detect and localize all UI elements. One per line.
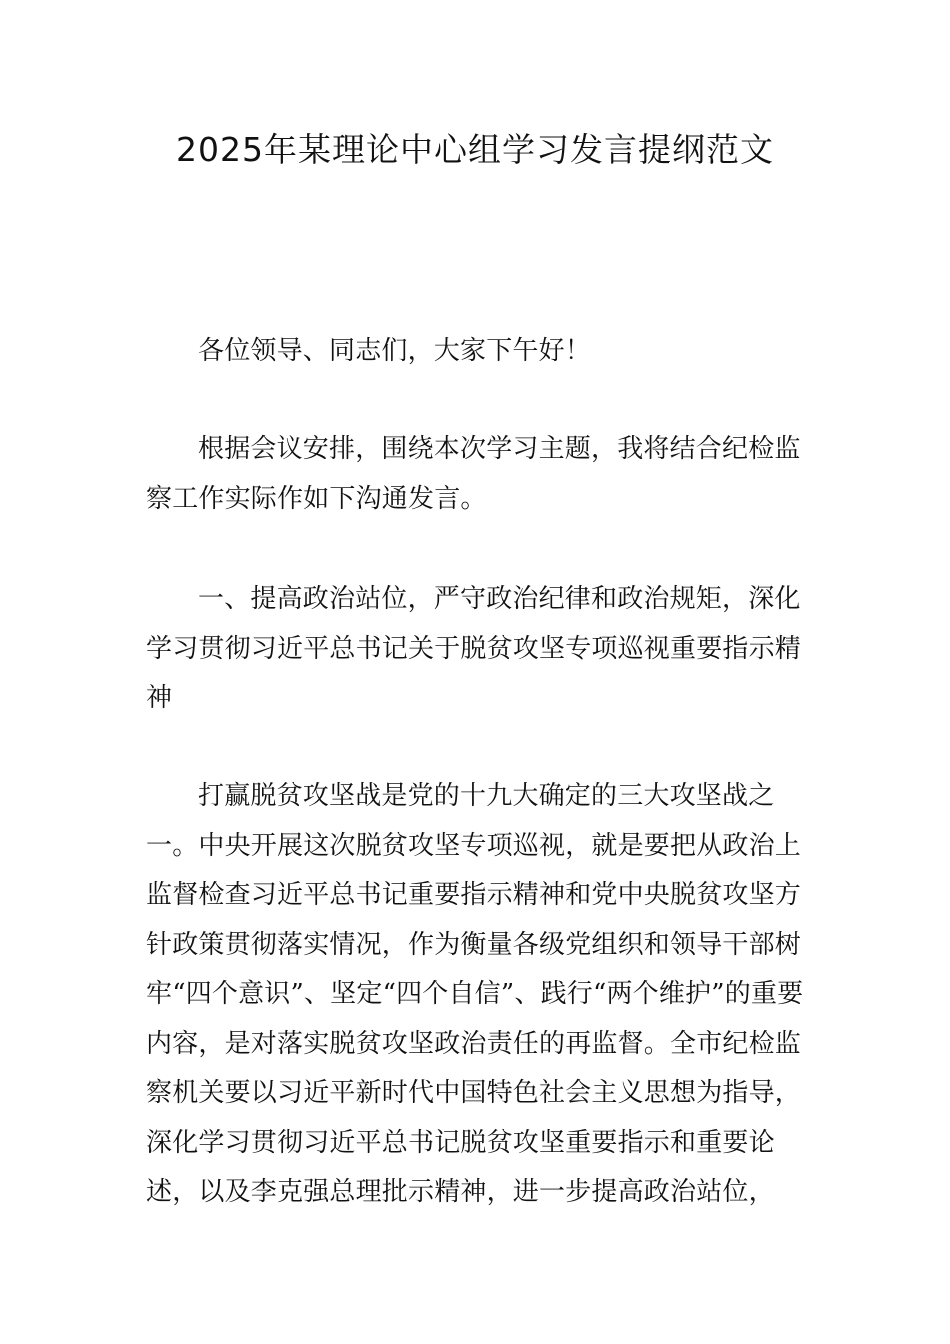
paragraph-intro: 根据会议安排，围绕本次学习主题，我将结合纪检监察工作实际作如下沟通发言。	[146, 434, 801, 514]
paragraph-body-1: 打赢脱贫攻坚战是党的十九大确定的三大攻坚战之一。中央开展这次脱贫攻坚专项巡视，就是要把从政治上监督检查习近平总书记重要指示精神和党中央脱贫攻坚方针政策贯彻落实情况，作为衡量各级党组织和领导干部树牢“四个意识”、坚定“四个自信”、践行“两个维护”的重要内容，是对落实脱贫攻坚政治责任的再监督。全市纪检监察机关要以习近平新时代中国特色社会主义思想为指导，深化学习贯彻习近平总书记脱贫攻坚重要指示和重要论述，以及李克强总理批示精神，进一步提高政治站位，	[146, 781, 804, 1207]
document-title: 2025年某理论中心组学习发言提纲范文	[176, 130, 774, 169]
section-heading-1: 一、提高政治站位，严守政治纪律和政治规矩，深化学习贯彻习近平总书记关于脱贫攻坚专项巡视重要指示精神	[146, 584, 802, 713]
paragraph-greeting: 各位领导、同志们，大家下午好！	[198, 336, 592, 366]
